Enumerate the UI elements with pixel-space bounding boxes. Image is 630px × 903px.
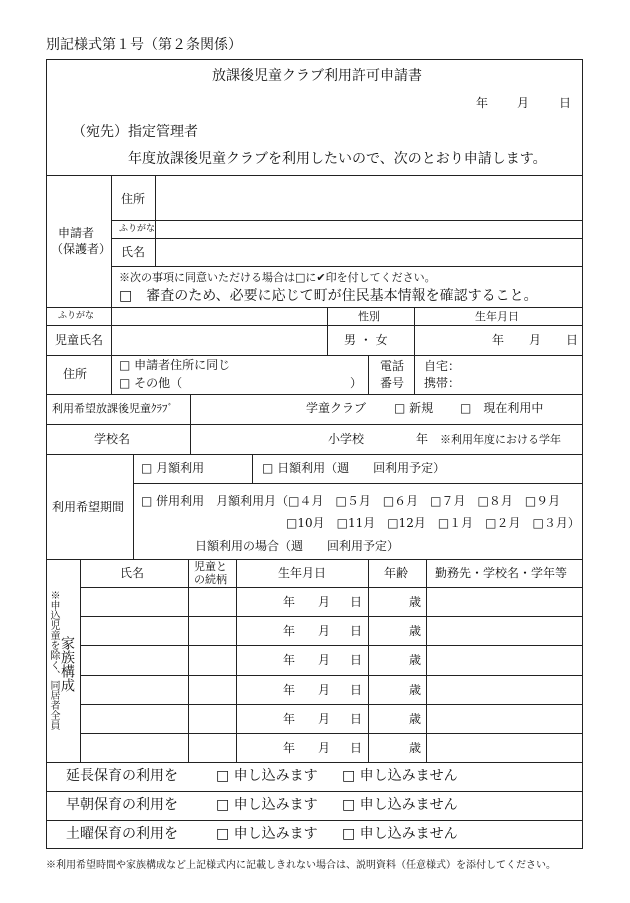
family-row-month: 月: [318, 741, 331, 755]
monthly-checkbox[interactable]: □ 月額利用: [141, 461, 205, 475]
combined-months-line2[interactable]: □10月 □11月 □12月 □１月 □２月 □３月）: [286, 516, 580, 530]
line: [111, 175, 112, 325]
line: [80, 704, 583, 705]
intro-text: 年度放課後児童クラブを利用したいので、次のとおり申請します。: [128, 151, 547, 167]
family-row-month: 月: [318, 653, 331, 667]
grade: 年: [416, 432, 429, 446]
form-number: 別記様式第１号（第２条関係）: [46, 37, 242, 53]
club-label: 利用希望放課後児童ｸﾗﾌﾞ: [52, 402, 173, 415]
family-row-year: 年: [283, 653, 296, 667]
no-apply-checkbox[interactable]: □ 申し込みません: [342, 797, 458, 813]
addressee: （宛先）指定管理者: [72, 124, 198, 140]
child-address-label: 住所: [63, 367, 88, 381]
line: [155, 175, 156, 266]
child-birth-year: 年: [492, 333, 505, 347]
line: [46, 454, 583, 455]
line: [46, 175, 583, 176]
applicant-furigana-label: ふりがな: [119, 224, 156, 234]
line: [46, 424, 583, 425]
family-row-month: 月: [318, 595, 331, 609]
sex-label: 性別: [358, 310, 380, 323]
date-year: 年: [476, 96, 489, 110]
line: [111, 238, 583, 239]
same-address-checkbox[interactable]: □ 申請者住所に同じ: [119, 358, 231, 372]
line: [46, 355, 583, 356]
family-row-year: 年: [283, 712, 296, 726]
extra-care-label: 延長保育の利用を: [66, 768, 178, 784]
family-row-day: 日: [350, 595, 363, 609]
family-row-day: 日: [350, 683, 363, 697]
apply-checkbox[interactable]: □ 申し込みます: [216, 768, 318, 784]
col-relation-header: 児童と: [194, 560, 227, 573]
family-row-day: 日: [350, 741, 363, 755]
applicant-label: 申請者: [58, 226, 95, 240]
family-row-year: 年: [283, 741, 296, 755]
sex-options[interactable]: 男 ・ 女: [344, 333, 388, 347]
extra-care-label: 早朝保育の利用を: [66, 797, 178, 813]
daily-checkbox[interactable]: □ 日額利用（週 回利用予定）: [262, 461, 446, 475]
col-birth-header: 生年月日: [278, 566, 327, 580]
family-row-age: 歳: [409, 653, 422, 667]
elementary-school: 小学校: [328, 432, 365, 446]
birth-label: 生年月日: [475, 310, 519, 323]
family-side-label: 家族構成: [59, 636, 75, 692]
family-row-age: 歳: [409, 741, 422, 755]
applicant-name-label: 氏名: [121, 245, 146, 259]
line: [46, 394, 583, 395]
combined-checkbox[interactable]: □ 併用利用 月額利用月（□４月 □５月 □６月 □７月 □８月 □９月: [141, 494, 561, 508]
line: [368, 355, 369, 394]
school-label: 学校名: [94, 432, 131, 446]
col-name-header: 氏名: [120, 566, 145, 580]
current-checkbox[interactable]: □ 現在利用中: [460, 401, 544, 415]
line: [46, 307, 583, 308]
family-row-day: 日: [350, 624, 363, 638]
new-checkbox[interactable]: □ 新規: [394, 401, 434, 415]
consent-checkbox[interactable]: □ 審査のため、必要に応じて町が住民基本情報を確認すること。: [119, 288, 538, 304]
mobile-phone-label: 携帯：: [424, 376, 461, 390]
family-row-age: 歳: [409, 712, 422, 726]
line: [111, 220, 583, 221]
other-address-checkbox[interactable]: □ その他（: [119, 376, 183, 390]
family-row-age: 歳: [409, 683, 422, 697]
form-title: 放課後児童クラブ利用許可申請書: [212, 68, 422, 84]
line: [80, 559, 81, 762]
period-label: 利用希望期間: [52, 500, 125, 514]
family-row-year: 年: [283, 683, 296, 697]
line: [414, 355, 415, 394]
line: [426, 559, 427, 762]
club-name: 学童クラブ: [306, 401, 367, 415]
applicant-address-label: 住所: [121, 192, 146, 206]
other-address-close: ）: [350, 376, 363, 390]
no-apply-checkbox[interactable]: □ 申し込みません: [342, 826, 458, 842]
date-month: 月: [517, 96, 530, 110]
line: [327, 307, 328, 355]
daily-case: 日額利用の場合（週 回利用予定）: [195, 539, 400, 553]
line: [111, 325, 112, 394]
family-row-month: 月: [318, 712, 331, 726]
grade-note: ※利用年度における学年: [440, 433, 561, 446]
no-apply-checkbox[interactable]: □ 申し込みません: [342, 768, 458, 784]
family-side-note: ※申込児童を除く、同居者全員: [48, 590, 59, 730]
line: [46, 559, 583, 560]
child-birth-month: 月: [529, 333, 542, 347]
line: [80, 675, 583, 676]
child-birth-day: 日: [566, 333, 579, 347]
line: [46, 325, 583, 326]
family-row-year: 年: [283, 624, 296, 638]
family-row-month: 月: [318, 624, 331, 638]
col-work-header: 勤務先・学校名・学年等: [435, 566, 568, 580]
line: [368, 559, 369, 762]
line: [46, 762, 583, 763]
line: [46, 791, 583, 792]
phone-label-sub: 番号: [380, 376, 405, 390]
family-row-day: 日: [350, 712, 363, 726]
extra-care-label: 土曜保育の利用を: [66, 826, 178, 842]
family-row-year: 年: [283, 595, 296, 609]
line: [252, 454, 253, 483]
line: [80, 616, 583, 617]
col-relation-header-sub: の続柄: [194, 573, 227, 586]
line: [80, 733, 583, 734]
line: [188, 559, 189, 762]
line: [111, 266, 583, 267]
line: [133, 483, 583, 484]
line: [190, 394, 191, 454]
family-row-age: 歳: [409, 624, 422, 638]
consent-note: ※次の事項に同意いただける場合は□に✔印を付してください。: [119, 271, 436, 284]
footer-note: ※利用希望時間や家族構成など上記様式内に記載しきれない場合は、説明資料（任意様式）を添付してください。: [46, 860, 556, 871]
applicant-label-sub: （保護者）: [51, 242, 112, 256]
home-phone-label: 自宅：: [424, 359, 461, 373]
apply-checkbox[interactable]: □ 申し込みます: [216, 826, 318, 842]
line: [414, 307, 415, 355]
family-row-month: 月: [318, 683, 331, 697]
line: [236, 559, 237, 762]
family-row-age: 歳: [409, 595, 422, 609]
line: [46, 820, 583, 821]
line: [80, 645, 583, 646]
child-name-label: 児童氏名: [55, 333, 104, 347]
line: [133, 454, 134, 559]
line: [80, 587, 583, 588]
child-furigana-label: ふりがな: [58, 311, 95, 321]
col-age-header: 年齢: [384, 566, 409, 580]
family-row-day: 日: [350, 653, 363, 667]
phone-label: 電話: [380, 359, 405, 373]
date-day: 日: [559, 96, 572, 110]
apply-checkbox[interactable]: □ 申し込みます: [216, 797, 318, 813]
